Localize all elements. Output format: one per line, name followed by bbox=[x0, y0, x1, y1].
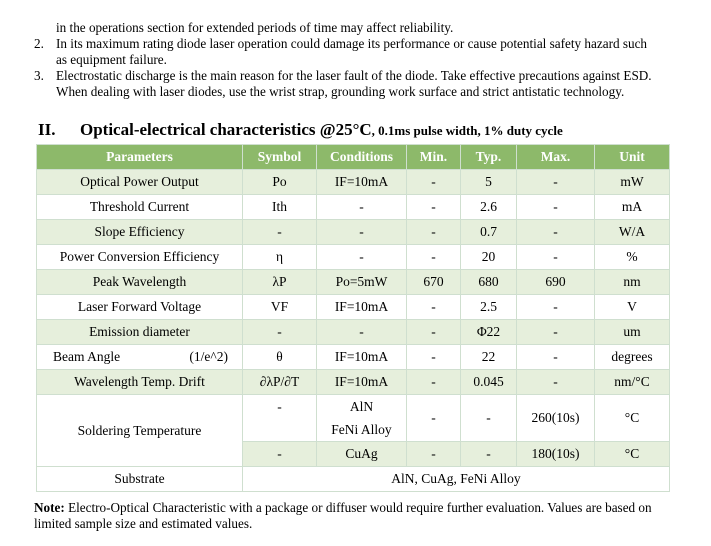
table-row bbox=[37, 370, 670, 395]
typ-cell: 22 bbox=[461, 345, 517, 370]
symbol-cell: λP bbox=[243, 270, 317, 295]
symbol-cell: - bbox=[243, 395, 317, 442]
note-text: When dealing with laser diodes, use the wrist strap, grounding work surface and strict antistatic technology. bbox=[56, 84, 625, 99]
unit-cell: °C bbox=[595, 395, 670, 442]
condition-cell: CuAg bbox=[317, 442, 407, 467]
typ-cell: 0.7 bbox=[461, 220, 517, 245]
column-header: Min. bbox=[407, 145, 461, 170]
condition-cell bbox=[317, 395, 407, 442]
unit-cell: degrees bbox=[595, 345, 670, 370]
note-text: In its maximum rating diode laser operation could damage its performance or cause potential safety hazard such bbox=[56, 36, 648, 51]
max-cell: - bbox=[517, 370, 595, 395]
table-row bbox=[37, 270, 670, 295]
unit-cell: nm/°C bbox=[595, 370, 670, 395]
typ-cell: 2.6 bbox=[461, 195, 517, 220]
unit-cell: um bbox=[595, 320, 670, 345]
typ-cell: 2.5 bbox=[461, 295, 517, 320]
param-cell: Peak Wavelength bbox=[37, 270, 243, 295]
table-row bbox=[37, 170, 670, 195]
column-header: Symbol bbox=[243, 145, 317, 170]
note-number: 2. bbox=[34, 36, 44, 51]
note-label: Note: bbox=[34, 500, 65, 515]
table-row bbox=[37, 295, 670, 320]
param-cell: Optical Power Output bbox=[37, 170, 243, 195]
note-item-3 bbox=[34, 68, 694, 100]
substrate-value: AlN, CuAg, FeNi Alloy bbox=[243, 467, 670, 492]
min-cell: - bbox=[407, 295, 461, 320]
symbol-cell: η bbox=[243, 245, 317, 270]
min-cell: - bbox=[407, 170, 461, 195]
symbol-cell: Ith bbox=[243, 195, 317, 220]
table-row bbox=[37, 195, 670, 220]
typ-cell: 20 bbox=[461, 245, 517, 270]
min-cell: 670 bbox=[407, 270, 461, 295]
note-text: in the operations section for extended periods of time may affect reliability. bbox=[56, 20, 454, 35]
param-cell: Laser Forward Voltage bbox=[37, 295, 243, 320]
typ-cell: 0.045 bbox=[461, 370, 517, 395]
param-cell: Power Conversion Efficiency bbox=[37, 245, 243, 270]
min-cell: - bbox=[407, 220, 461, 245]
table-row bbox=[37, 220, 670, 245]
condition-cell: - bbox=[317, 220, 407, 245]
min-cell: - bbox=[407, 395, 461, 442]
symbol-cell: Po bbox=[243, 170, 317, 195]
note-text: Electrostatic discharge is the main reason for the laser fault of the diode. Take effective precautions against ESD. bbox=[56, 68, 652, 83]
symbol-cell: θ bbox=[243, 345, 317, 370]
bottom-note bbox=[34, 500, 674, 532]
column-header: Conditions bbox=[317, 145, 407, 170]
note-item-1-continuation bbox=[34, 20, 694, 36]
column-header: Typ. bbox=[461, 145, 517, 170]
condition-cell: Po=5mW bbox=[317, 270, 407, 295]
section-heading bbox=[38, 120, 563, 140]
unit-cell: W/A bbox=[595, 220, 670, 245]
max-cell: - bbox=[517, 295, 595, 320]
max-cell: 690 bbox=[517, 270, 595, 295]
section-title: Optical-electrical characteristics @25°C bbox=[80, 120, 372, 139]
unit-cell: mW bbox=[595, 170, 670, 195]
table-row-soldering-1 bbox=[37, 395, 670, 442]
note-text: Electro-Optical Characteristic with a package or diffuser would require further evaluation. Values are based on limited sample size and estimated values. bbox=[34, 500, 652, 531]
max-cell: - bbox=[517, 195, 595, 220]
table-row bbox=[37, 320, 670, 345]
max-cell: 260(10s) bbox=[517, 395, 595, 442]
note-number: 3. bbox=[34, 68, 44, 83]
param-cell bbox=[37, 345, 243, 370]
param-cell: Substrate bbox=[37, 467, 243, 492]
max-cell: - bbox=[517, 345, 595, 370]
typ-cell: 680 bbox=[461, 270, 517, 295]
condition-cell: - bbox=[317, 320, 407, 345]
symbol-cell: - bbox=[243, 220, 317, 245]
condition-cell: IF=10mA bbox=[317, 295, 407, 320]
condition-cell: - bbox=[317, 195, 407, 220]
condition-cell: IF=10mA bbox=[317, 370, 407, 395]
condition-cell: IF=10mA bbox=[317, 345, 407, 370]
table-row bbox=[37, 245, 670, 270]
unit-cell: °C bbox=[595, 442, 670, 467]
section-subtitle: , 0.1ms pulse width, 1% duty cycle bbox=[371, 123, 563, 138]
unit-cell: % bbox=[595, 245, 670, 270]
section-number: II. bbox=[38, 120, 56, 139]
max-cell: - bbox=[517, 170, 595, 195]
min-cell: - bbox=[407, 442, 461, 467]
table-row-substrate bbox=[37, 467, 670, 492]
unit-cell: V bbox=[595, 295, 670, 320]
column-header: Unit bbox=[595, 145, 670, 170]
max-cell: - bbox=[517, 320, 595, 345]
symbol-cell: ∂λP/∂T bbox=[243, 370, 317, 395]
param-cell: Slope Efficiency bbox=[37, 220, 243, 245]
typ-cell: - bbox=[461, 395, 517, 442]
characteristics-table bbox=[36, 144, 670, 492]
min-cell: - bbox=[407, 370, 461, 395]
typ-cell: 5 bbox=[461, 170, 517, 195]
typ-cell: - bbox=[461, 442, 517, 467]
min-cell: - bbox=[407, 320, 461, 345]
min-cell: - bbox=[407, 245, 461, 270]
typ-cell: Φ22 bbox=[461, 320, 517, 345]
unit-cell: nm bbox=[595, 270, 670, 295]
condition-line: AlN bbox=[349, 399, 374, 414]
symbol-cell: - bbox=[243, 320, 317, 345]
symbol-cell: VF bbox=[243, 295, 317, 320]
max-cell: - bbox=[517, 245, 595, 270]
max-cell: - bbox=[517, 220, 595, 245]
param-label: Beam Angle bbox=[53, 349, 121, 364]
min-cell: - bbox=[407, 345, 461, 370]
condition-cell: IF=10mA bbox=[317, 170, 407, 195]
param-cell: Soldering Temperature bbox=[37, 395, 243, 467]
notes-list bbox=[34, 20, 694, 100]
param-extra: (1/e^2) bbox=[189, 349, 228, 364]
max-cell: 180(10s) bbox=[517, 442, 595, 467]
column-header: Max. bbox=[517, 145, 595, 170]
note-text: as equipment failure. bbox=[56, 52, 167, 67]
note-item-2 bbox=[34, 36, 694, 68]
param-cell: Threshold Current bbox=[37, 195, 243, 220]
unit-cell: mA bbox=[595, 195, 670, 220]
column-header: Parameters bbox=[37, 145, 243, 170]
condition-cell: - bbox=[317, 245, 407, 270]
table-row bbox=[37, 345, 670, 370]
condition-line: FeNi Alloy bbox=[331, 422, 392, 437]
param-cell: Wavelength Temp. Drift bbox=[37, 370, 243, 395]
table-header-row bbox=[37, 145, 670, 170]
param-cell: Emission diameter bbox=[37, 320, 243, 345]
min-cell: - bbox=[407, 195, 461, 220]
symbol-cell: - bbox=[243, 442, 317, 467]
